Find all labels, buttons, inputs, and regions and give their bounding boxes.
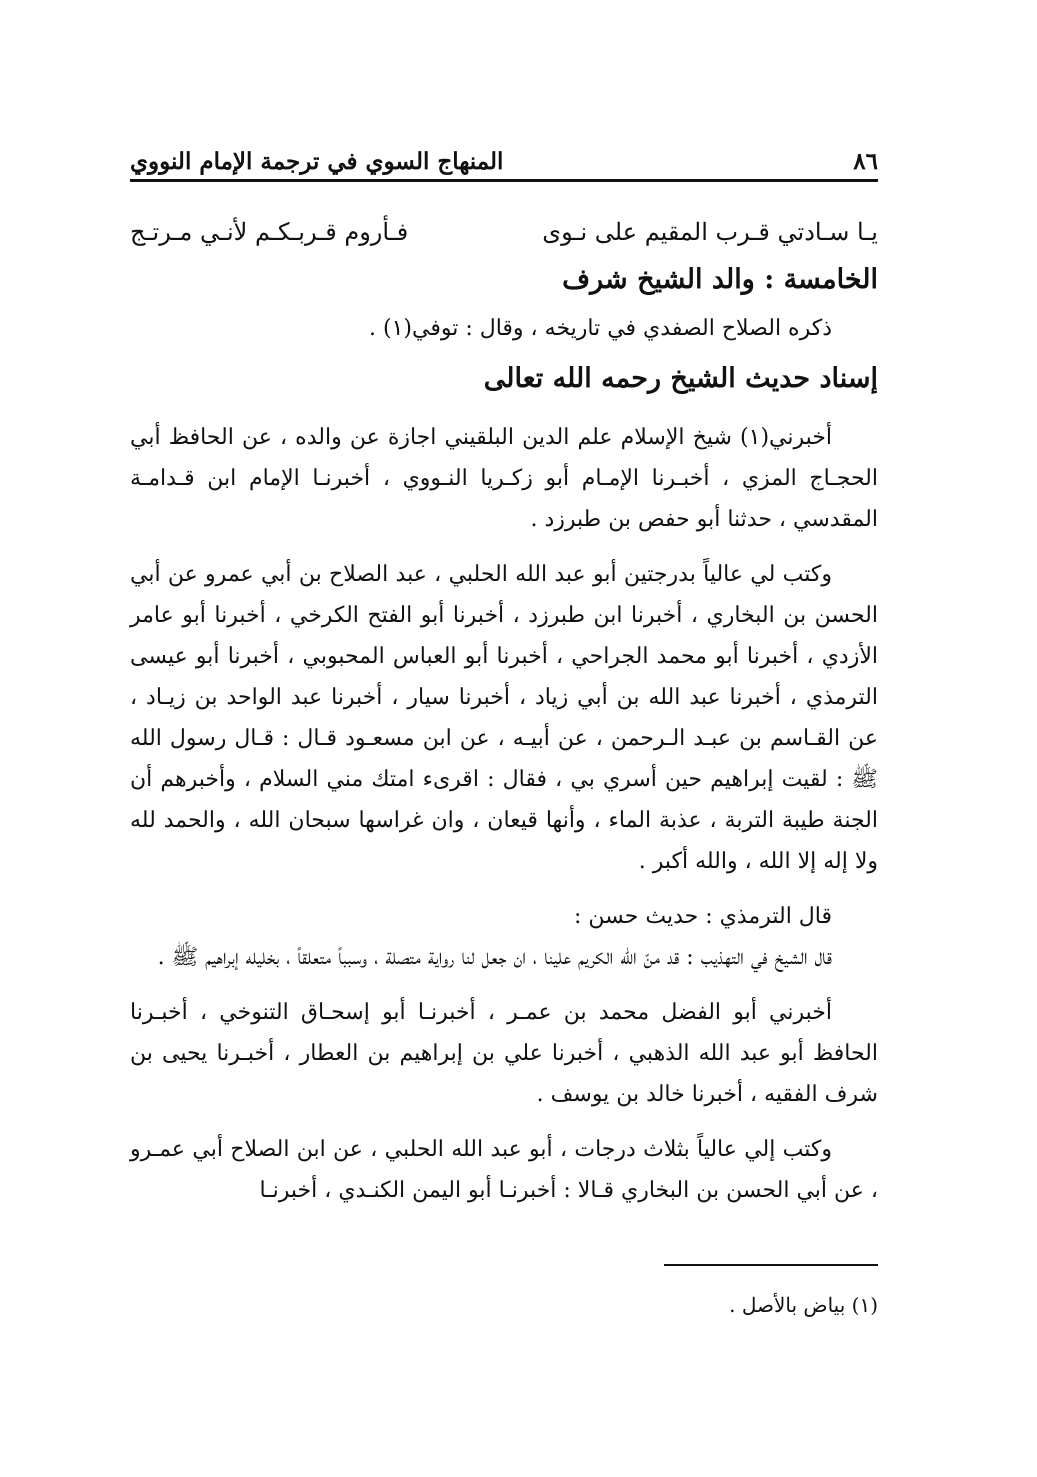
verse-left-hemistich: فـأروم قـربـكـم لأنـي مـرتـج bbox=[130, 218, 409, 246]
page-number: ٨٦ bbox=[853, 148, 878, 175]
verse-right-hemistich: يـا سـادتي قـرب المقيم على نـوى bbox=[542, 218, 878, 246]
poetry-verse bbox=[130, 210, 878, 254]
footnote: (١) بياض بالأصل . bbox=[729, 1293, 878, 1317]
heading-isnad: إسناد حديث الشيخ رحمه الله تعالى bbox=[483, 363, 878, 394]
book-title: المنهاج السوي في ترجمة الإمام النووي bbox=[130, 148, 504, 175]
page-body bbox=[130, 200, 878, 1211]
paragraph-isnad-3: أخبرني أبو الفضل محمد بن عمـر ، أخبرنـا أبو إسحـاق التنوخي ، أخبـرنا الحافظ أبو عبد الله الذهبي ، أخبرنا علي بن إبراهيم بن العطار ، أخبـرنا يحيى بن شرف الفقيه ، أخبرنا خالد بن يوسف . bbox=[130, 1000, 878, 1107]
paragraph-fifth: ذكره الصلاح الصفدي في تاريخه ، وقال : توفي(١) . bbox=[369, 316, 832, 341]
footnote-separator bbox=[664, 1264, 878, 1266]
paragraph-tahdhib: قال الشيخ في التهذيب : قد منّ الله الكريم علينا ، ان جعل لنا رواية متصلة ، وسبباً متعلقاً ، بخليله إبراهيم ﷺ . bbox=[157, 945, 832, 970]
heading-fifth: الخامسة : والد الشيخ شرف bbox=[562, 264, 878, 295]
paragraph-isnad-4: وكتب إلي عالياً بثلاث درجات ، أبو عبد الله الحلبي ، عن ابن الصلاح أبي عمـرو ، عن أبي الحسن بن البخاري قـالا : أخبرنـا أبو اليمن الكنـدي ، أخبرنـا bbox=[130, 1137, 878, 1203]
running-header bbox=[130, 138, 878, 182]
paragraph-isnad-2: وكتب لي عالياً بدرجتين أبو عبد الله الحلبي ، عبد الصلاح بن أبي عمرو عن أبي الحسن بن البخاري ، أخبرنا ابن طبرزد ، أخبرنا أبو الفتح الكرخي ، أخبرنا أبو عامر الأزدي ، أخبرنا أبو محمد الجراحي ، أخبرنا أبو العباس المحبوبي ، أخبرنا أبو عيسى الترمذي ، أخبرنا عبد الله بن أبي زياد ، أخبرنا سيار ، أخبرنا عبد الواحد بن زيـاد ، عن القـاسم بن عبـد الـرحمن ، عن أبيـه ، عن ابن مسعـود قـال : قـال رسول الله ﷺ : لقيت إبراهيم حين أسري بي ، فقال : اقرىء امتك مني السلام ، وأخبرهم أن الجنة طيبة التربة ، عذبة الماء ، وأنها قيعان ، وان غراسها سبحان الله ، والحمد لله ولا إله إلا الله ، والله أكبر . bbox=[130, 562, 878, 874]
paragraph-isnad-1: أخبرني(١) شيخ الإسلام علم الدين البلقيني اجازة عن والده ، عن الحافظ أبي الحجـاج المزي ، أخبـرنا الإمـام أبو زكـريا النـووي ، أخبرنـا الإمام ابن قـدامـة المقدسي ، حدثنا أبو حفص بن طبرزد . bbox=[130, 425, 878, 532]
paragraph-tirmidhi: قال الترمذي : حديث حسن : bbox=[574, 904, 832, 929]
